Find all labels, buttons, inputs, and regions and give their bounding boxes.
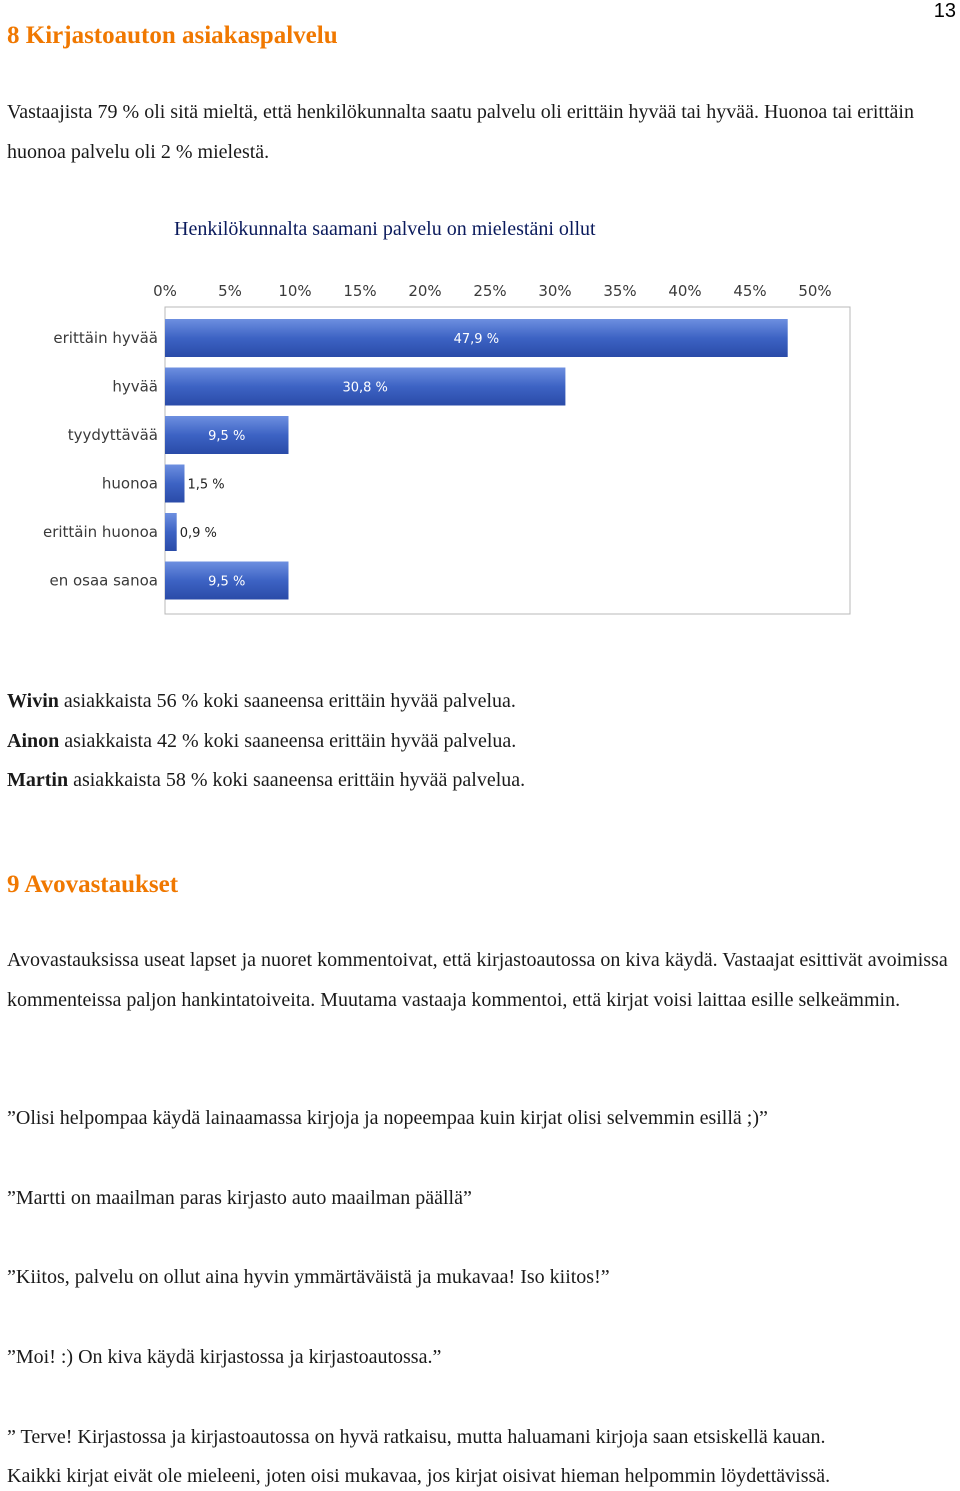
quote: ”Moi! :) On kiva käydä kirjastossa ja kirjastoautossa.” bbox=[7, 1346, 442, 1368]
library-name: Martin bbox=[7, 769, 69, 791]
bar-value-label: 1,5 % bbox=[187, 477, 225, 493]
x-tick-label: 50% bbox=[798, 282, 832, 300]
quote: ”Martti on maailman paras kirjasto auto maailman päällä” bbox=[7, 1187, 472, 1209]
bar bbox=[165, 513, 177, 551]
bar bbox=[165, 465, 185, 503]
section-8-intro: Vastaajista 79 % oli sitä mieltä, että henkilökunnalta saatu palvelu oli erittäin hyvää tai hyvää. Huonoa tai erittäin huonoa palvelu oli 2 % mielestä. bbox=[7, 101, 914, 163]
category-label: erittäin huonoa bbox=[42, 523, 158, 541]
quote: ”Kiitos, palvelu on ollut aina hyvin ymmärtäväistä ja mukavaa! Iso kiitos!” bbox=[7, 1266, 610, 1288]
library-line-wivi bbox=[7, 690, 516, 713]
service-rating-chart bbox=[0, 280, 960, 620]
x-tick-label: 5% bbox=[218, 282, 242, 300]
x-tick-label: 40% bbox=[668, 282, 702, 300]
section-9-intro: Avovastauksissa useat lapset ja nuoret kommentoivat, että kirjastoautossa on kiva käydä. Vastaajat esittivät avoimissa kommenteissa paljon hankintatoiveita. Muutama vastaaja kommentoi, että kirjat voisi laittaa esille selkeämmin. bbox=[7, 949, 948, 1011]
category-label: hyvää bbox=[112, 377, 158, 396]
x-tick-label: 35% bbox=[603, 282, 637, 300]
x-tick-label: 45% bbox=[733, 282, 767, 300]
section-8-heading: 8 Kirjastoauton asiakaspalvelu bbox=[7, 22, 338, 49]
library-name: Wivin bbox=[7, 690, 59, 712]
bar-value-label: 9,5 % bbox=[208, 429, 246, 444]
quote: Kaikki kirjat eivät ole mieleeni, joten oisi mukavaa, jos kirjat oisivat hieman helpommin löydettävissä. bbox=[7, 1465, 831, 1487]
x-tick-label: 10% bbox=[278, 282, 312, 300]
x-tick-label: 30% bbox=[538, 282, 572, 300]
library-line-martti bbox=[7, 769, 525, 792]
bar-value-label: 47,9 % bbox=[453, 332, 500, 347]
bar-value-label: 0,9 % bbox=[179, 526, 217, 541]
library-text: asiakkaista 42 % koki saaneensa erittäin hyvää palvelua. bbox=[59, 730, 517, 752]
category-label: en osaa sanoa bbox=[49, 571, 158, 590]
bar-value-label: 9,5 % bbox=[208, 574, 246, 590]
category-label: tyydyttävää bbox=[67, 426, 158, 444]
x-tick-label: 15% bbox=[343, 282, 377, 300]
library-text: asiakkaista 58 % koki saaneensa erittäin hyvää palvelua. bbox=[68, 769, 526, 791]
page-number: 13 bbox=[933, 0, 956, 22]
x-tick-label: 25% bbox=[473, 282, 507, 300]
x-tick-label: 20% bbox=[408, 282, 442, 300]
chart-title: Henkilökunnalta saamani palvelu on mielestäni ollut bbox=[174, 218, 596, 240]
x-tick-label: 0% bbox=[153, 282, 177, 300]
library-line-aino bbox=[7, 730, 516, 753]
quote: ”Olisi helpompaa käydä lainaamassa kirjoja ja nopeempaa kuin kirjat olisi selvemmin esillä ;)” bbox=[7, 1107, 768, 1129]
bar-value-label: 30,8 % bbox=[342, 380, 388, 396]
library-text: asiakkaista 56 % koki saaneensa erittäin hyvää palvelua. bbox=[58, 690, 516, 712]
section-9-heading: 9 Avovastaukset bbox=[7, 871, 179, 898]
quote: ” Terve! Kirjastossa ja kirjastoautossa on hyvä ratkaisu, mutta haluamani kirjoja saan etsiskellä kauan. bbox=[7, 1426, 826, 1448]
library-name: Ainon bbox=[7, 730, 60, 752]
category-label: huonoa bbox=[101, 474, 158, 493]
category-label: erittäin hyvää bbox=[53, 329, 158, 347]
